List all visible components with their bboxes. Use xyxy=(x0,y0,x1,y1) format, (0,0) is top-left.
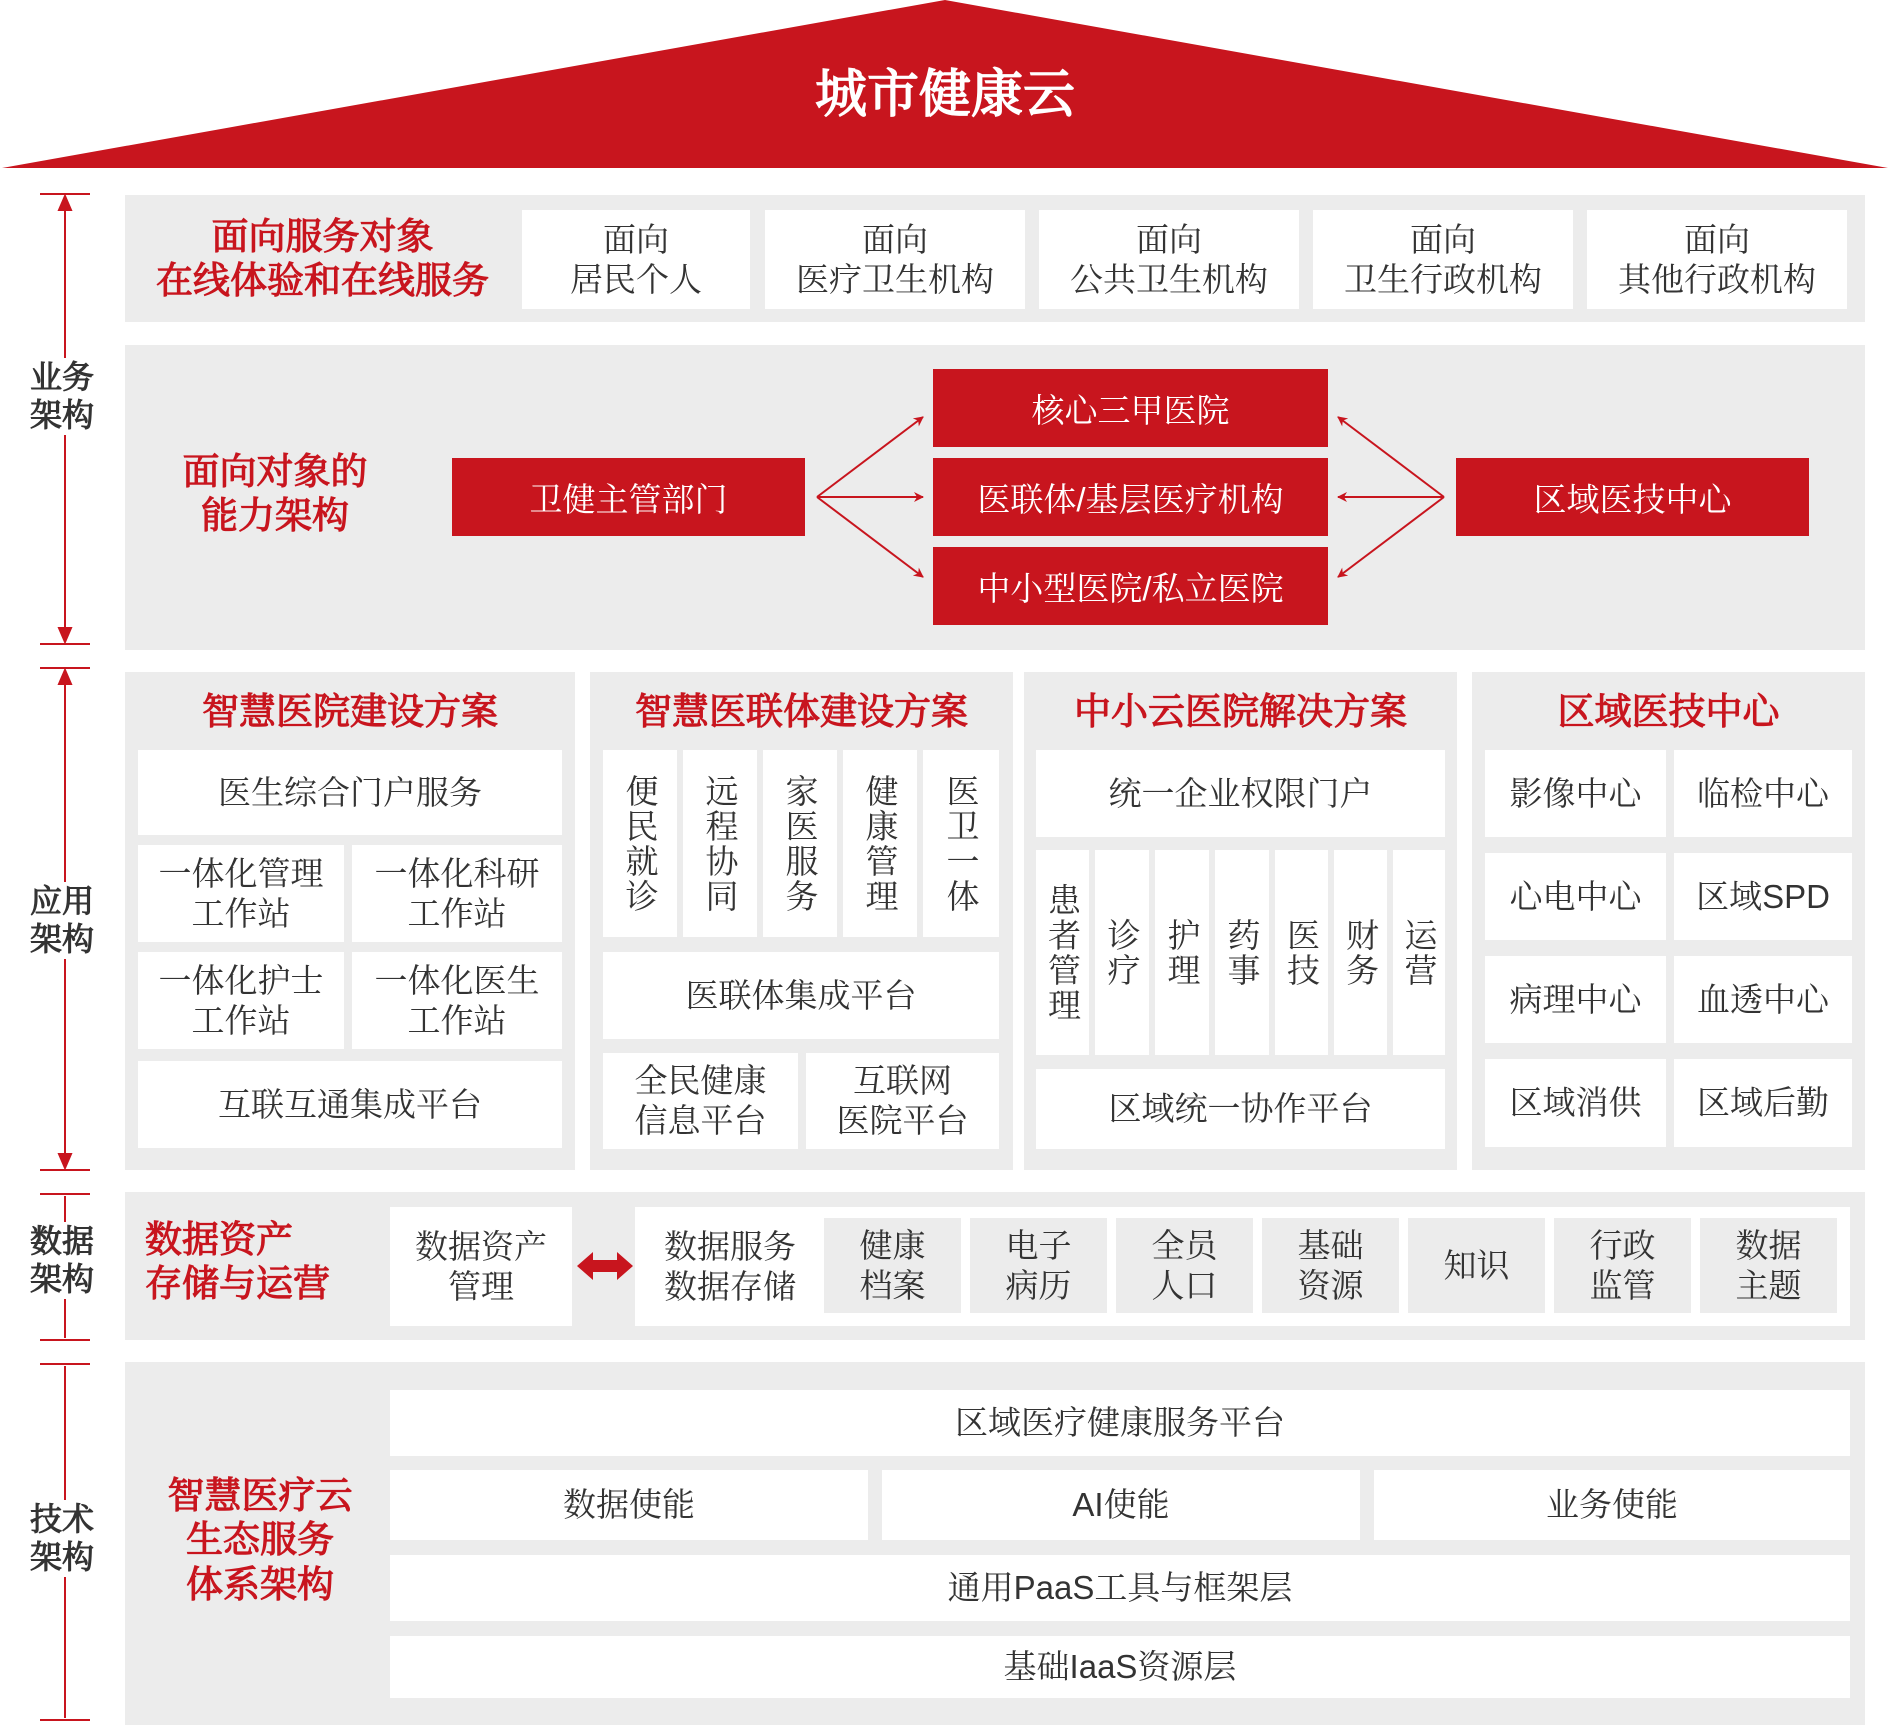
enabler-business: 业务使能 xyxy=(1374,1470,1850,1540)
side-label-technology: 技术 架构 xyxy=(20,1500,104,1577)
enabler-data: 数据使能 xyxy=(390,1470,868,1540)
sme-col-pharmacy: 药事 xyxy=(1215,850,1269,1055)
station-research: 一体化科研 工作站 xyxy=(352,845,562,942)
alliance-col-family-doctor: 家医服务 xyxy=(763,750,837,937)
regional-health-platform: 区域医疗健康服务平台 xyxy=(390,1390,1850,1456)
data-item-emr: 电子 病历 xyxy=(970,1218,1107,1313)
service-target-public-health: 面向 公共卫生机构 xyxy=(1039,210,1299,309)
paas-layer: 通用PaaS工具与框架层 xyxy=(390,1555,1850,1621)
interop-platform: 互联互通集成平台 xyxy=(138,1061,562,1148)
node-alliance: 医联体/基层医疗机构 xyxy=(933,458,1328,536)
service-target-medical: 面向 医疗卫生机构 xyxy=(765,210,1025,309)
sme-col-nursing: 护理 xyxy=(1155,850,1209,1055)
service-target-residents: 面向 居民个人 xyxy=(522,210,750,309)
center-sterile-supply: 区域消供 xyxy=(1485,1059,1666,1147)
center-logistics: 区域后勤 xyxy=(1674,1059,1852,1147)
capability-arrows xyxy=(805,400,1456,600)
alliance-col-convenience: 便民就诊 xyxy=(603,750,677,937)
center-pathology: 病理中心 xyxy=(1485,956,1666,1043)
data-service-storage: 数据服务 数据存储 xyxy=(664,1228,796,1305)
data-item-population: 全员 人口 xyxy=(1116,1218,1253,1313)
node-core-hospital: 核心三甲医院 xyxy=(933,369,1328,447)
sme-col-finance: 财务 xyxy=(1334,850,1387,1055)
iaas-layer: 基础IaaS资源层 xyxy=(390,1636,1850,1698)
service-target-other-admin: 面向 其他行政机构 xyxy=(1587,210,1847,309)
page-title: 城市健康云 xyxy=(814,66,1075,124)
regional-center-title: 区域医技中心 xyxy=(1557,691,1780,732)
sme-col-operations: 运营 xyxy=(1393,850,1445,1055)
capability-title: 面向对象的 能力架构 xyxy=(182,451,368,537)
data-layer-title: 数据资产 存储与运营 xyxy=(145,1219,330,1305)
alliance-col-health-mgmt: 健康管理 xyxy=(843,750,917,937)
data-item-admin-supervision: 行政 监管 xyxy=(1554,1218,1691,1313)
unified-auth-portal: 统一企业权限门户 xyxy=(1036,750,1445,837)
sme-col-patient: 患者管理 xyxy=(1036,850,1089,1055)
national-health-platform: 全民健康 信息平台 xyxy=(603,1053,798,1149)
data-item-health-records: 健康 档案 xyxy=(824,1218,961,1313)
alliance-col-remote: 远程协同 xyxy=(683,750,757,937)
regional-collab-platform: 区域统一协作平台 xyxy=(1036,1069,1445,1149)
side-label-data: 数据 架构 xyxy=(20,1222,104,1299)
enabler-ai: AI使能 xyxy=(882,1470,1360,1540)
node-sme-hospital: 中小型医院/私立医院 xyxy=(933,547,1328,625)
node-health-commission: 卫健主管部门 xyxy=(452,458,805,536)
center-lab: 临检中心 xyxy=(1674,750,1852,837)
alliance-col-integration: 医卫一体 xyxy=(923,750,999,937)
side-label-business: 业务 架构 xyxy=(20,358,104,435)
station-nurse: 一体化护士 工作站 xyxy=(138,952,344,1049)
alliance-platform: 医联体集成平台 xyxy=(603,952,999,1039)
side-label-application: 应用 架构 xyxy=(20,882,104,959)
data-item-knowledge: 知识 xyxy=(1408,1218,1545,1313)
sme-cloud-title: 中小云医院解决方案 xyxy=(1074,691,1407,732)
internet-hospital-platform: 互联网 医院平台 xyxy=(806,1053,999,1149)
service-row-title: 面向服务对象 在线体验和在线服务 xyxy=(156,216,489,302)
sme-col-medtech: 医技 xyxy=(1275,850,1328,1055)
data-item-base-resources: 基础 资源 xyxy=(1262,1218,1399,1313)
station-management: 一体化管理 工作站 xyxy=(138,845,344,942)
service-target-health-admin: 面向 卫生行政机构 xyxy=(1313,210,1573,309)
node-regional-center: 区域医技中心 xyxy=(1456,458,1809,536)
sme-col-diagnosis: 诊疗 xyxy=(1095,850,1149,1055)
doctor-portal: 医生综合门户服务 xyxy=(138,750,562,835)
center-dialysis: 血透中心 xyxy=(1674,956,1852,1043)
data-item-data-topics: 数据 主题 xyxy=(1700,1218,1837,1313)
center-ecg: 心电中心 xyxy=(1485,853,1666,940)
smart-alliance-title: 智慧医联体建设方案 xyxy=(635,691,968,732)
smart-hospital-title: 智慧医院建设方案 xyxy=(202,691,498,732)
data-asset-management: 数据资产 管理 xyxy=(390,1207,572,1326)
double-arrow-icon xyxy=(575,1248,635,1284)
station-doctor: 一体化医生 工作站 xyxy=(352,952,562,1049)
center-spd: 区域SPD xyxy=(1674,853,1852,940)
tech-layer-title: 智慧医疗云 生态服务 体系架构 xyxy=(167,1475,353,1605)
center-imaging: 影像中心 xyxy=(1485,750,1666,837)
